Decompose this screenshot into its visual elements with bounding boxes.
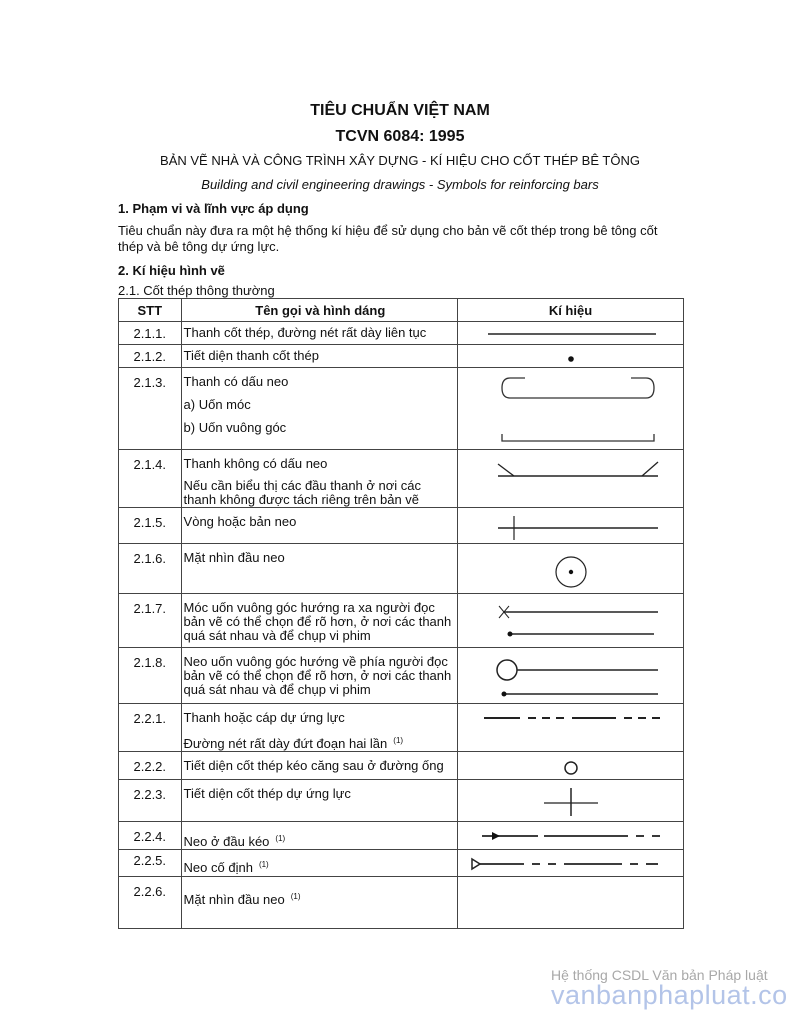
subtitle-vietnamese: BẢN VẼ NHÀ VÀ CÔNG TRÌNH XÂY DỰNG - KÍ HIỆU CHO CỐT THÉP BÊ TÔNG [160,153,640,168]
row-stt: 2.1.6. [133,551,167,566]
table-row [119,877,684,929]
row-stt: 2.2.6. [133,884,167,899]
footnote-marker: (1) [275,834,286,843]
header-stt: STT [119,299,182,322]
table-row [119,450,684,508]
bar-angled-ends-icon [458,450,683,490]
row-stt: 2.1.1. [133,326,167,341]
table-row [119,780,684,822]
table-row [119,822,684,850]
footnote-marker: (1) [393,736,404,745]
row-name: Tiết diện thanh cốt thép [183,348,319,363]
table-row [119,648,684,704]
table-row [119,752,684,780]
table-row [119,850,684,877]
triangle-dashed-line-icon [458,850,683,875]
section2-subheading: 2.1. Cốt thép thông thường [118,283,275,298]
table-row [119,594,684,648]
dot-icon [458,345,683,367]
empty-symbol-cell [457,877,683,929]
watermark-site: vanbanphapluat.co [551,980,788,1010]
row-name: Vòng hoặc bản neo [183,514,297,529]
document-title: TIÊU CHUẨN VIỆT NAM [310,102,490,119]
row-name: Móc uốn vuông góc hướng ra xa người đọc bản vẽ có thể chọn để rõ hơn, ở nơi các thanh quá sát nhau và để chụp vi phim [183,600,452,643]
row-name [184,877,457,907]
footnote-marker: (1) [258,860,269,869]
row-stt: 2.2.5. [133,853,167,868]
x-end-and-dot-end-bars-icon [458,594,683,646]
table-row [119,322,684,345]
row-stt: 2.1.5. [133,515,167,530]
section1-heading: 1. Phạm vi và lĩnh vực áp dụng [118,201,309,216]
row-name: Thanh cốt thép, đường nét rất dày liên tục [183,325,427,340]
hooked-and-bent-bars-icon [458,368,683,448]
row-stt: 2.2.3. [133,787,167,802]
table-header-row [119,299,684,322]
row-name: Thanh có dấu neo [183,374,289,389]
row-stt: 2.1.2. [133,349,167,364]
row-sub-b: b) Uốn vuông góc [183,420,287,435]
row-note [184,725,457,751]
row-note: Nếu cần biểu thị các đầu thanh ở nơi các thanh không được tách riêng trên bản vẽ [183,478,422,507]
row-stt: 2.2.1. [133,711,167,726]
section1-body: Tiêu chuẩn này đưa ra một hệ thống kí hiệu để sử dụng cho bản vẽ cốt thép trong bê tông cốt thép và bê tông dự ứng lực. [118,223,658,254]
row-stt: 2.1.4. [133,457,167,472]
circle-end-and-dot-end-bars-icon [458,648,683,702]
row-name [184,822,457,849]
section2-heading: 2. Kí hiệu hình vẽ [118,263,225,278]
row-name: Neo uốn vuông góc hướng về phía người đọc bản vẽ có thể chọn để rõ hơn, ở nơi các thanh quá sát nhau và để chụp vi phim [183,654,452,697]
plus-cross-icon [458,780,683,820]
symbols-table [118,298,684,929]
table-row [119,345,684,368]
double-dashed-line-icon [458,704,683,734]
row-stt: 2.2.2. [133,759,167,774]
subtitle-english: Building and civil engineering drawings - Symbols for reinforcing bars [201,177,599,192]
header-name: Tên gọi và hình dáng [181,299,457,322]
row-name: Tiết diện cốt thép dự ứng lực [183,786,351,801]
watermark-caption: Hệ thống CSDL Văn bản Pháp luật [551,967,768,983]
row-name: Tiết diện cốt thép kéo căng sau ở đường ống [183,758,444,773]
table-row [119,544,684,594]
footnote-marker: (1) [290,892,301,901]
row-name [184,850,457,875]
row-name: Thanh hoặc cáp dự ứng lực [183,710,345,725]
circle-with-dot-icon [458,544,683,592]
standard-code: TCVN 6084: 1995 [335,128,465,145]
row-name-text: Neo cố định [183,860,253,875]
row-name: Mặt nhìn đầu neo [183,550,285,565]
row-name-text: Mặt nhìn đầu neo [183,892,285,907]
row-stt: 2.1.3. [133,375,167,390]
row-stt: 2.1.8. [133,655,167,670]
bar-with-cross-tick-icon [458,508,683,542]
table-row [119,508,684,544]
row-stt: 2.1.7. [133,601,167,616]
row-stt: 2.2.4. [133,829,167,844]
arrow-dashed-line-icon [458,822,683,846]
row-note-text: Đường nét rất dày đứt đoạn hai lần [183,736,388,751]
row-name: Thanh không có dấu neo [183,456,328,471]
table-row [119,368,684,450]
header-symbol: Kí hiệu [457,299,683,322]
row-name-text: Neo ở đầu kéo [183,834,270,849]
table-row [119,704,684,752]
row-sub-a: a) Uốn móc [183,397,251,412]
thick-continuous-line-icon [458,322,683,344]
small-circle-icon [458,752,683,778]
